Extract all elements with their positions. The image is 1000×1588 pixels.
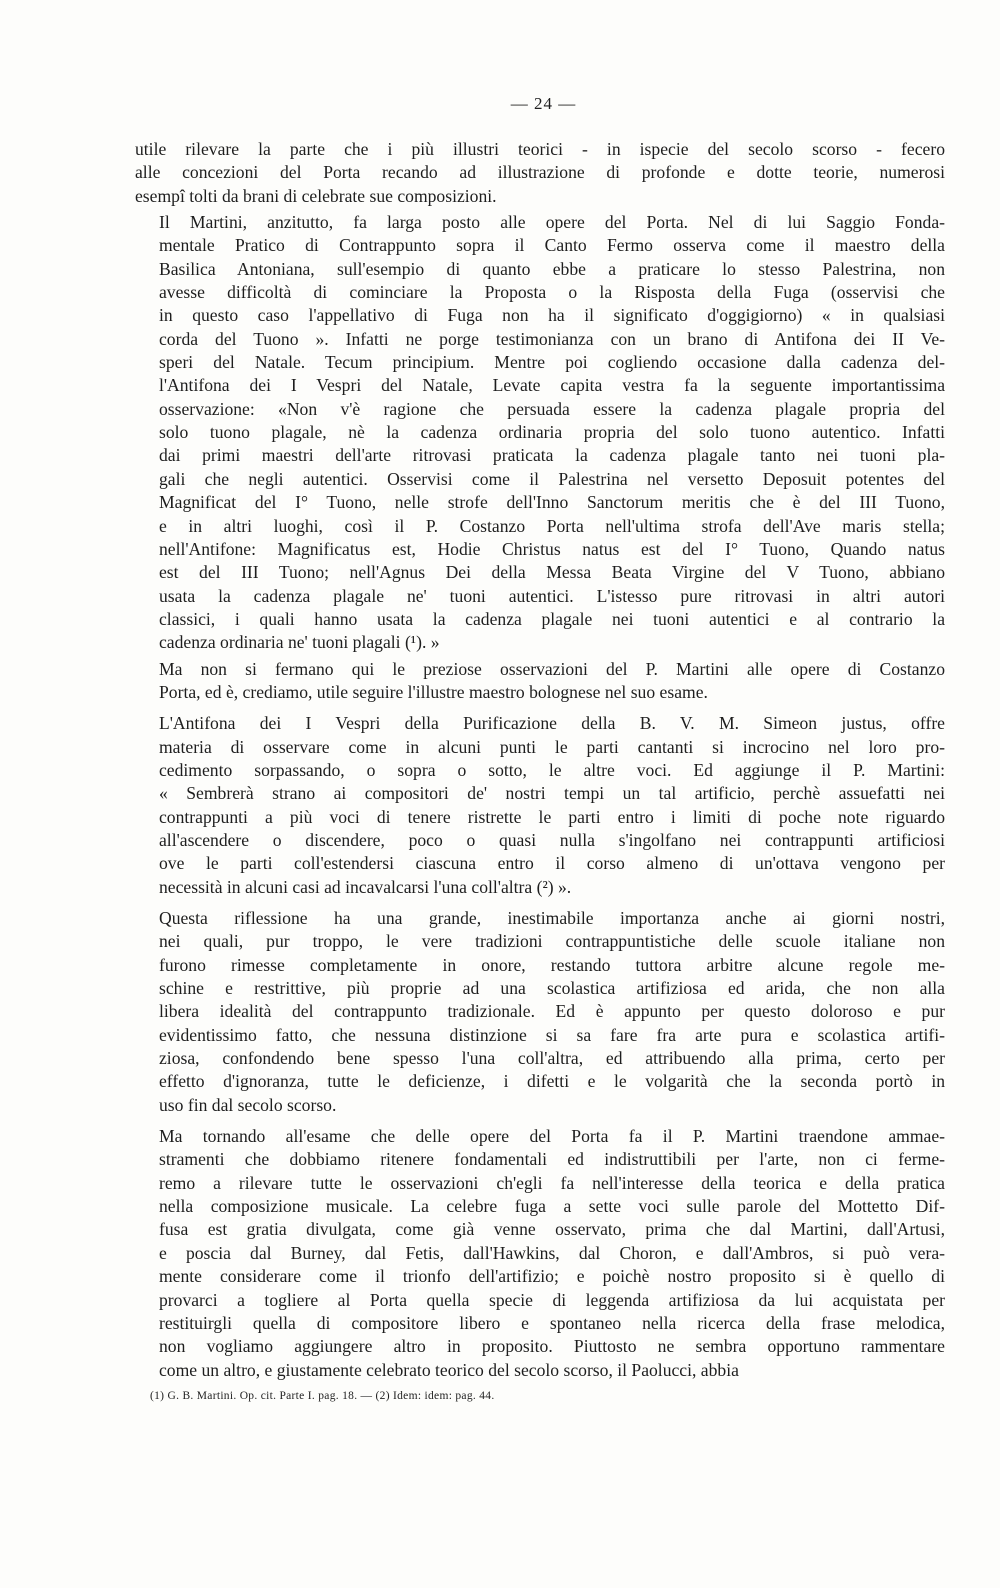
text-line: usata la cadenza plagale ne' tuoni autentici. L'istesso pure ritrovasi in altri autori — [159, 585, 945, 606]
text-line: est del III Tuono; nell'Agnus Dei della Messa Beata Virgine del V Tuono, abbiano — [159, 562, 945, 583]
text-line: Ma non si fermano qui le preziose osservazioni del P. Martini alle opere di Costanzo — [159, 658, 945, 679]
text-line: utile rilevare la parte che i più illustri teorici - in ispecie del secolo scorso - fecero — [135, 139, 945, 159]
text-line: Porta, ed è, crediamo, utile seguire l'illustre maestro bolognese nel suo esame. — [159, 681, 708, 702]
body-text — [135, 138, 945, 1382]
text-line: fusa est gratia divulgata, come già venne osservato, prima che dal Martini, dall'Artusi, — [159, 1219, 945, 1240]
page-number: — 24 — — [510, 94, 577, 113]
text-line: ziosa, confondendo bene spesso l'una coll'altra, ed attribuendo alla prima, certo per — [159, 1048, 945, 1069]
paragraph — [135, 211, 945, 655]
text-line: L'Antifona dei I Vespri della Purificazione della B. V. M. Simeon justus, offre — [159, 713, 945, 734]
text-line: solo tuono plagale, nè la cadenza ordinaria propria del solo tuono autentico. Infatti — [159, 422, 945, 443]
text-line: dai primi maestri dell'arte ritrovasi praticata la cadenza plagale tanto nei tuoni pla- — [159, 445, 945, 466]
footnote: (1) G. B. Martini. Op. cit. Parte I. pag. 18. — (2) Idem: idem: pag. 44. — [150, 1390, 495, 1402]
text-line: contrappunti a più voci di tenere ristrette le parti entro i limiti di poche note riguardo — [159, 806, 945, 827]
text-line: Magnificat del I° Tuono, nelle strofe dell'Inno Sanctorum meritis che è del III Tuono, — [159, 492, 945, 513]
text-line: l'Antifona dei I Vespri del Natale, Levate capita vestra fa la seguente importantissima — [159, 375, 945, 396]
text-line: stramenti che dobbiamo ritenere fondamentali ed indistruttibili per l'arte, non ci ferme- — [159, 1149, 945, 1170]
text-line: Il Martini, anzitutto, fa larga posto alle opere del Porta. Nel di lui Saggio Fonda- — [159, 212, 945, 233]
text-line: mente considerare come il trionfo dell'artifizio; e poichè nostro proposito si è quello di — [159, 1266, 945, 1287]
text-line: uso fin dal secolo scorso. — [159, 1094, 337, 1115]
text-line: all'ascendere o discendere, poco o quasi nulla s'ingolfano nei contrappunti artificiosi — [159, 829, 945, 850]
text-line: ove le parti coll'estendersi ciascuna entro il corso almeno di un'ottava vengono per — [159, 853, 945, 874]
text-line: nella composizione musicale. La celebre fuga a sette voci sulle parole del Mottetto Dif- — [159, 1196, 945, 1217]
text-line: corda del Tuono ». Infatti ne porge testimonianza con un brano di Antifona dei II Ve- — [159, 328, 945, 349]
text-line: mentale Pratico di Contrappunto sopra il Canto Fermo osserva come il maestro della — [159, 235, 945, 256]
paragraph — [135, 712, 945, 899]
text-line: gali che negli autentici. Osservisi come il Palestrina nel versetto Deposuit potentes del — [159, 468, 945, 489]
text-line: evidentissimo fatto, che nessuna distinzione si sa fare fra arte pura e scolastica artifi- — [159, 1024, 945, 1045]
text-line: avesse difficoltà di cominciare la Proposta o la Risposta della Fuga (osservisi che — [159, 282, 945, 303]
text-line: e poscia dal Burney, dal Fetis, dall'Hawkins, dal Choron, e dall'Ambros, si può vera- — [159, 1242, 945, 1263]
text-line: come un altro, e giustamente celebrato teorico del secolo scorso, il Paolucci, abbia — [159, 1359, 739, 1380]
paragraph — [135, 1125, 945, 1382]
text-line: osservazione: «Non v'è ragione che persuada essere la cadenza plagale propria del — [159, 398, 945, 419]
text-line: alle concezioni del Porta recando ad illustrazione di profonde e dotte teorie, numerosi — [135, 162, 945, 183]
text-line: « Sembrerà strano ai compositori de' nostri tempi un tal artificio, perchè assuefatti nei — [159, 783, 945, 804]
text-line: cedimento sorpassando, o sopra o sotto, le altre voci. Ed aggiunge il P. Martini: — [159, 759, 945, 780]
text-line: furono rimesse completamente in onore, restando tuttora arbitre alcune regole me- — [159, 954, 945, 975]
text-line: cadenza ordinaria ne' tuoni plagali (¹). » — [159, 632, 440, 653]
text-line: classici, i quali hanno usata la cadenza plagale nei tuoni autentici e al contrario la — [159, 608, 945, 629]
text-line: Basilica Antoniana, sull'esempio di quanto ebbe a praticare lo stesso Palestrina, non — [159, 258, 945, 279]
paragraph — [135, 907, 945, 1117]
text-line: in questo caso l'appellativo di Fuga non ha il significato d'oggigiorno) « in qualsiasi — [159, 305, 945, 326]
paragraph — [135, 138, 945, 208]
text-line: necessità in alcuni casi ad incavalcarsi l'una coll'altra (²) ». — [159, 876, 572, 897]
text-line: restituirgli quella di compositore libero e spontaneo nella ricerca della frase melodica, — [159, 1312, 945, 1333]
text-line: libera idealità del contrappunto tradizionale. Ed è appunto per questo doloroso e pur — [159, 1001, 945, 1022]
text-line: e in altri luoghi, così il P. Costanzo Porta nell'ultima strofa dell'Ave maris stella; — [159, 515, 945, 536]
text-line: remo a rilevare tutte le osservazioni ch'egli fa nell'interesse della teorica e della pratica — [159, 1172, 945, 1193]
text-line: materia di osservare come in alcuni punti le parti cantanti si incrocino nel loro pro- — [159, 736, 945, 757]
text-line: Questa riflessione ha una grande, inestimabile importanza anche ai giorni nostri, — [159, 908, 945, 928]
text-line: nei quali, pur troppo, le vere tradizioni contrappuntistiche delle scuole italiane non — [159, 931, 945, 952]
text-line: speri del Natale. Tecum principium. Mentre poi cogliendo occasione dalla cadenza del- — [159, 352, 945, 373]
paragraph — [135, 658, 945, 705]
text-line: schine e restrittive, più proprie ad una scolastica artifiziosa ed arida, che non alla — [159, 978, 945, 999]
text-line: provarci a togliere al Porta quella specie di leggenda artifiziosa da lui acquistata per — [159, 1289, 945, 1310]
text-line: non vogliamo aggiungere altro in proposito. Piuttosto ne sembra opportuno rammentare — [159, 1336, 945, 1357]
text-line: esempî tolti da brani di celebrate sue composizioni. — [135, 185, 497, 206]
text-line: Ma tornando all'esame che delle opere del Porta fa il P. Martini traendone ammae- — [159, 1126, 945, 1147]
text-line: effetto d'ignoranza, tutte le deficienze, i difetti e le volgarità che la seconda portò in — [159, 1071, 945, 1092]
text-line: nell'Antifone: Magnificatus est, Hodie Christus natus est del I° Tuono, Quando natus — [159, 538, 945, 559]
